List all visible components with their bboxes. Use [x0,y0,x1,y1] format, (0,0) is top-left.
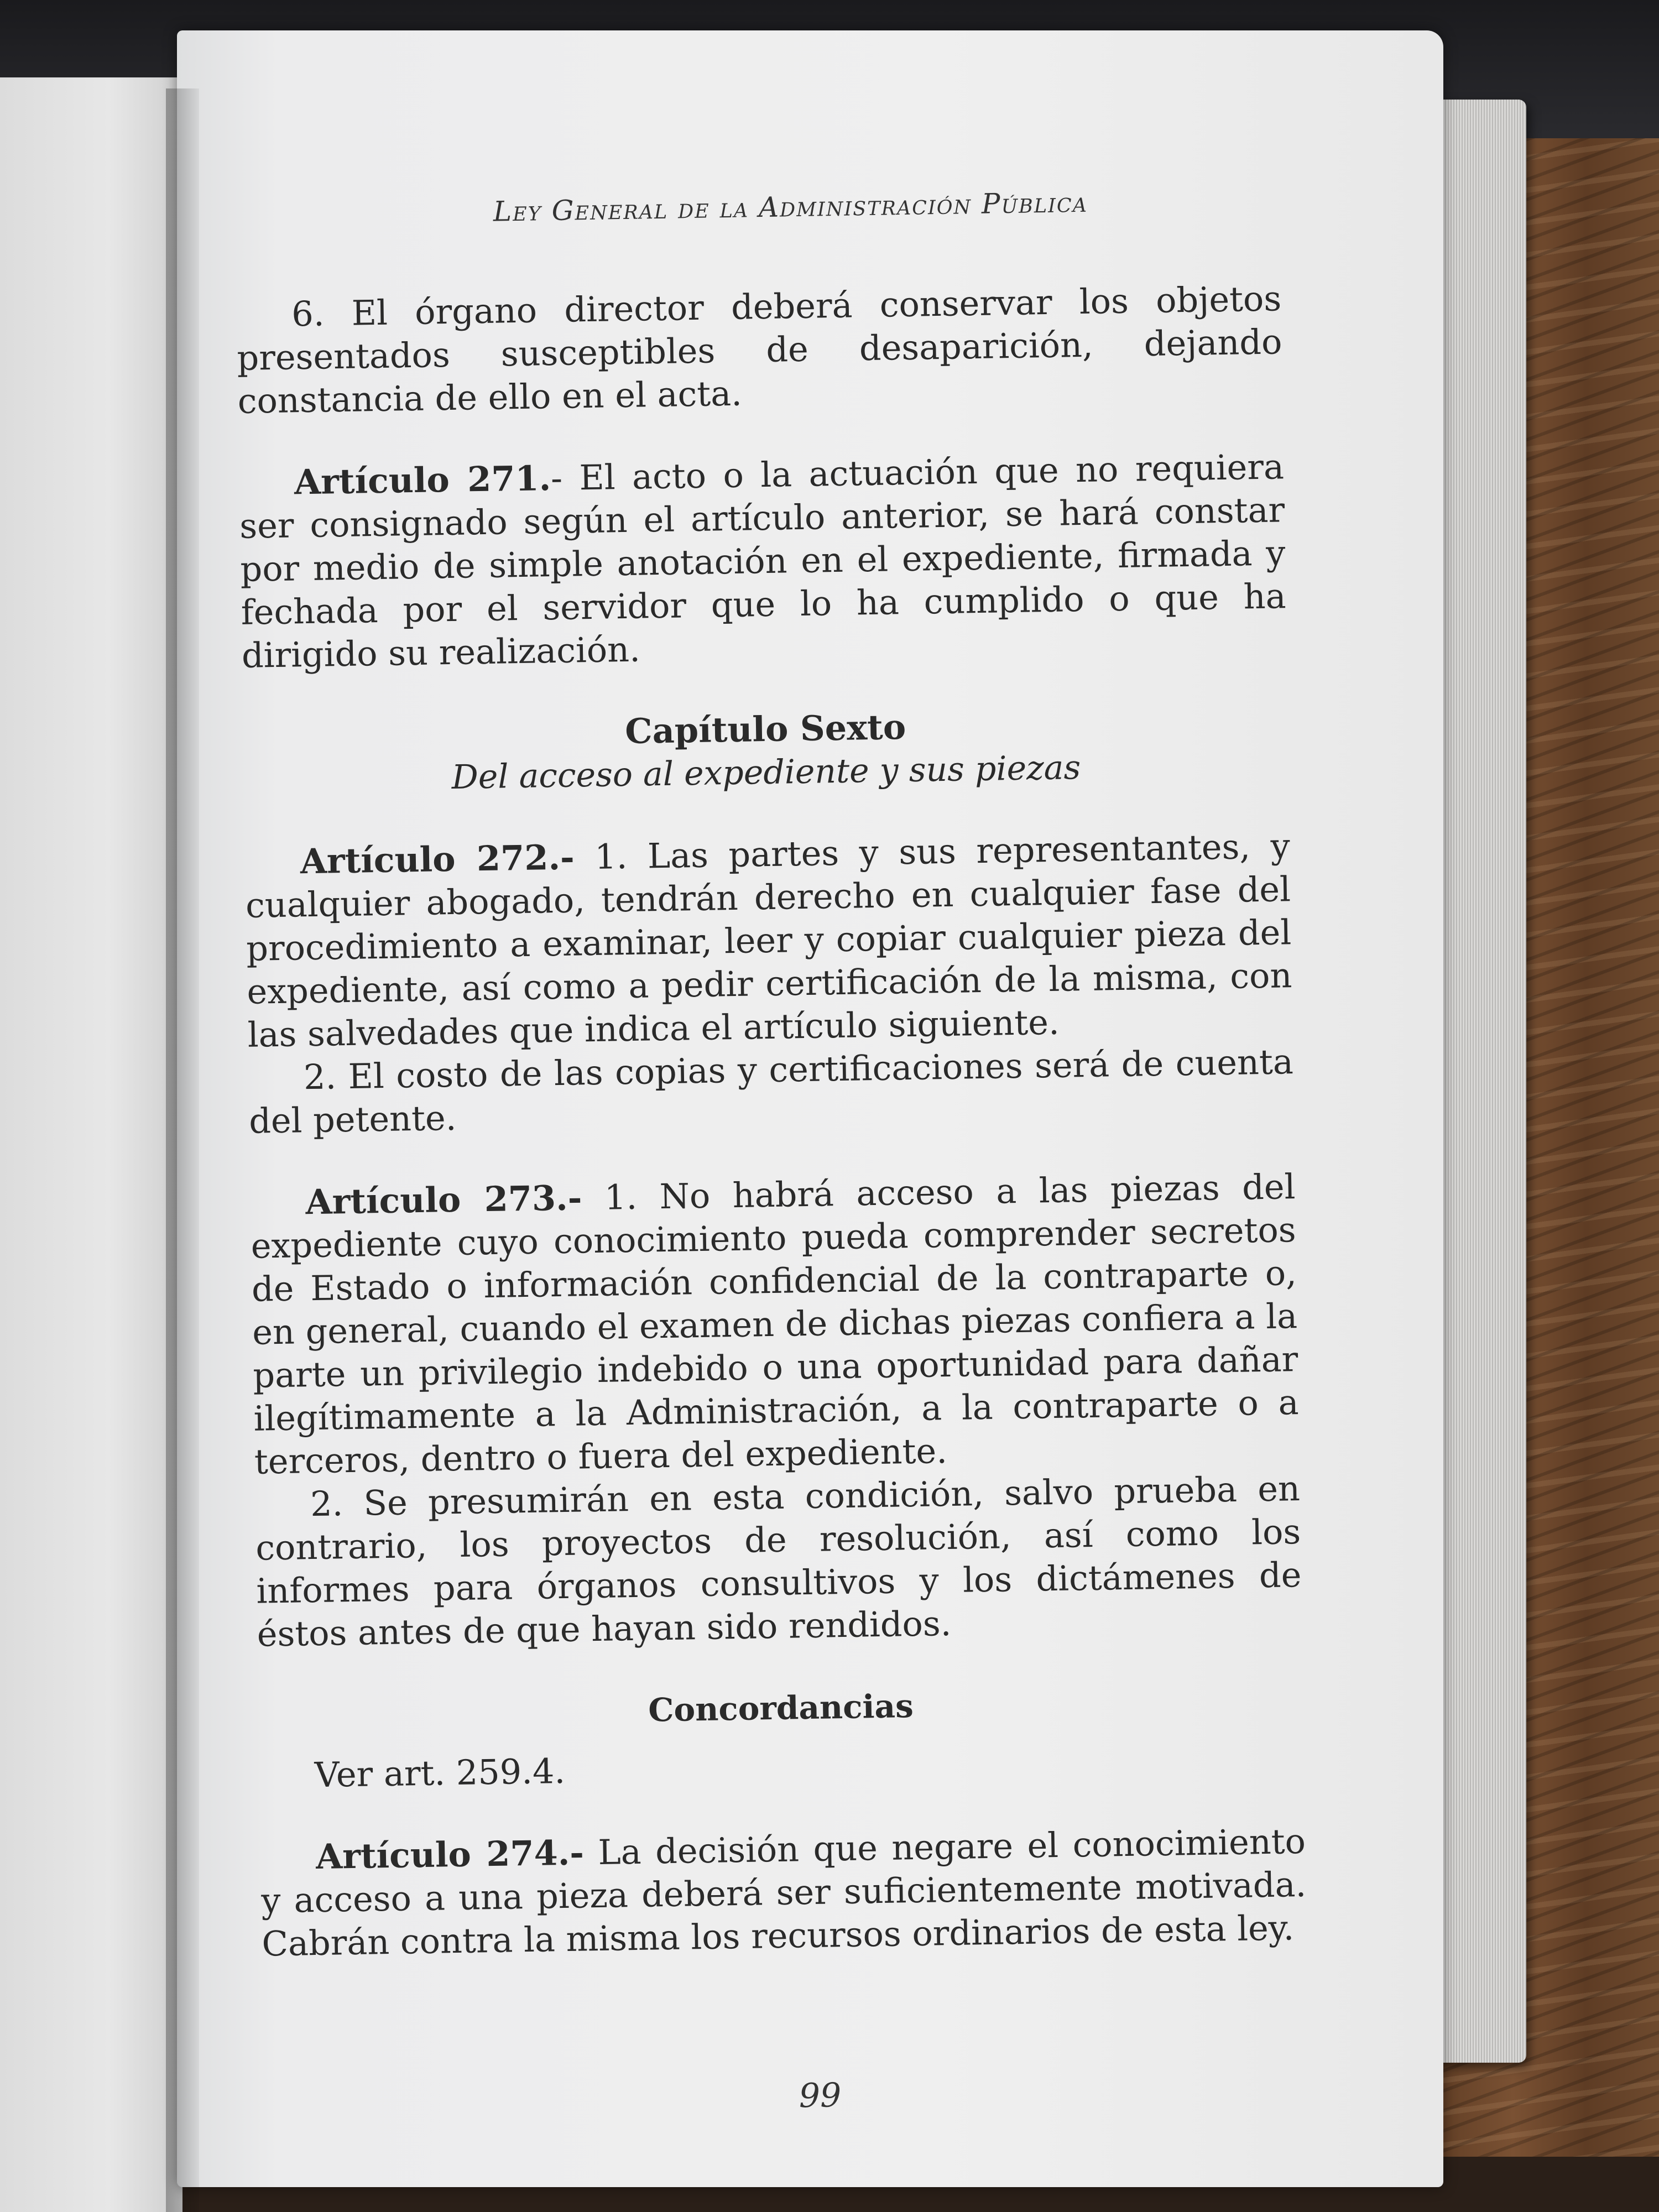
paragraph-6: 6. El órgano director deberá conservar los objetos presentados susceptibles de desaparición, dejando constancia de ello en el acta. [236,278,1282,421]
concordancias-heading: Concordancias [648,1687,914,1729]
article-272-heading: Artículo 272.- [300,837,575,882]
article-272-text: 1. Las partes y sus representantes, y cualquier abogado, tendrán derecho en cualquier fase del procedimiento a examinar, leer y copiar cualquier pieza del expediente, así como a pedir certificación de la misma, con las salvedades que indica el artículo siguiente. [245,826,1292,1055]
article-272-paragraph-2: 2. El costo de las copias y certificaciones será de cuenta del petente. [248,1041,1294,1141]
article-271 [238,445,1287,677]
page-content [232,22,1377,2195]
article-273-text: 1. No habrá acceso a las piezas del expediente cuyo conocimiento pueda comprender secretos de Estado o información confidencial de la contraparte o, en general, cuando el examen de dichas piezas confiera a la parte un privilegio indebido o una oportunidad para dañar ilegítimamente a la Administración, a la contraparte o a terceros, dentro o fuera del expediente. [251,1166,1300,1482]
article-274-text: La decisión que negare el conocimiento y acceso a una pieza deberá ser suficientemente motivada. Cabrán contra la misma los recursos ordinarios de esta ley. [260,1820,1307,1964]
left-page-edge [0,77,182,2212]
article-274 [260,1820,1307,1966]
book-gutter-shadow [166,88,199,2212]
article-273-heading: Artículo 273.- [305,1177,582,1223]
chapter-title: Capítulo Sexto [624,707,906,752]
concordancias-text: Ver art. 259.4. [314,1750,566,1796]
running-head: Ley General de la Administración Pública [493,186,1088,228]
article-272 [244,825,1293,1057]
article-273 [250,1165,1300,1484]
page-number: 99 [799,2076,842,2116]
article-273-paragraph-2: 2. Se presumirán en esta condición, salvo prueba en contrario, los proyectos de resolución, así como los informes para órganos consultivos y los dictámenes de éstos antes de que hayan sido rendidos. [255,1468,1302,1655]
book-page [177,30,1443,2187]
article-274-heading: Artículo 274.- [315,1832,585,1877]
chapter-subtitle: Del acceso al expediente y sus piezas [451,748,1081,797]
article-271-text: - El acto o la actuación que no requiera ser consignado según el artículo anterior, se hará constar por medio de simple anotación en el expediente, firmada y fechada por el servidor que lo ha cumplido o que ha dirigido su realización. [239,446,1287,676]
body-text [236,277,1307,1965]
article-271-heading: Artículo 271. [294,458,551,503]
